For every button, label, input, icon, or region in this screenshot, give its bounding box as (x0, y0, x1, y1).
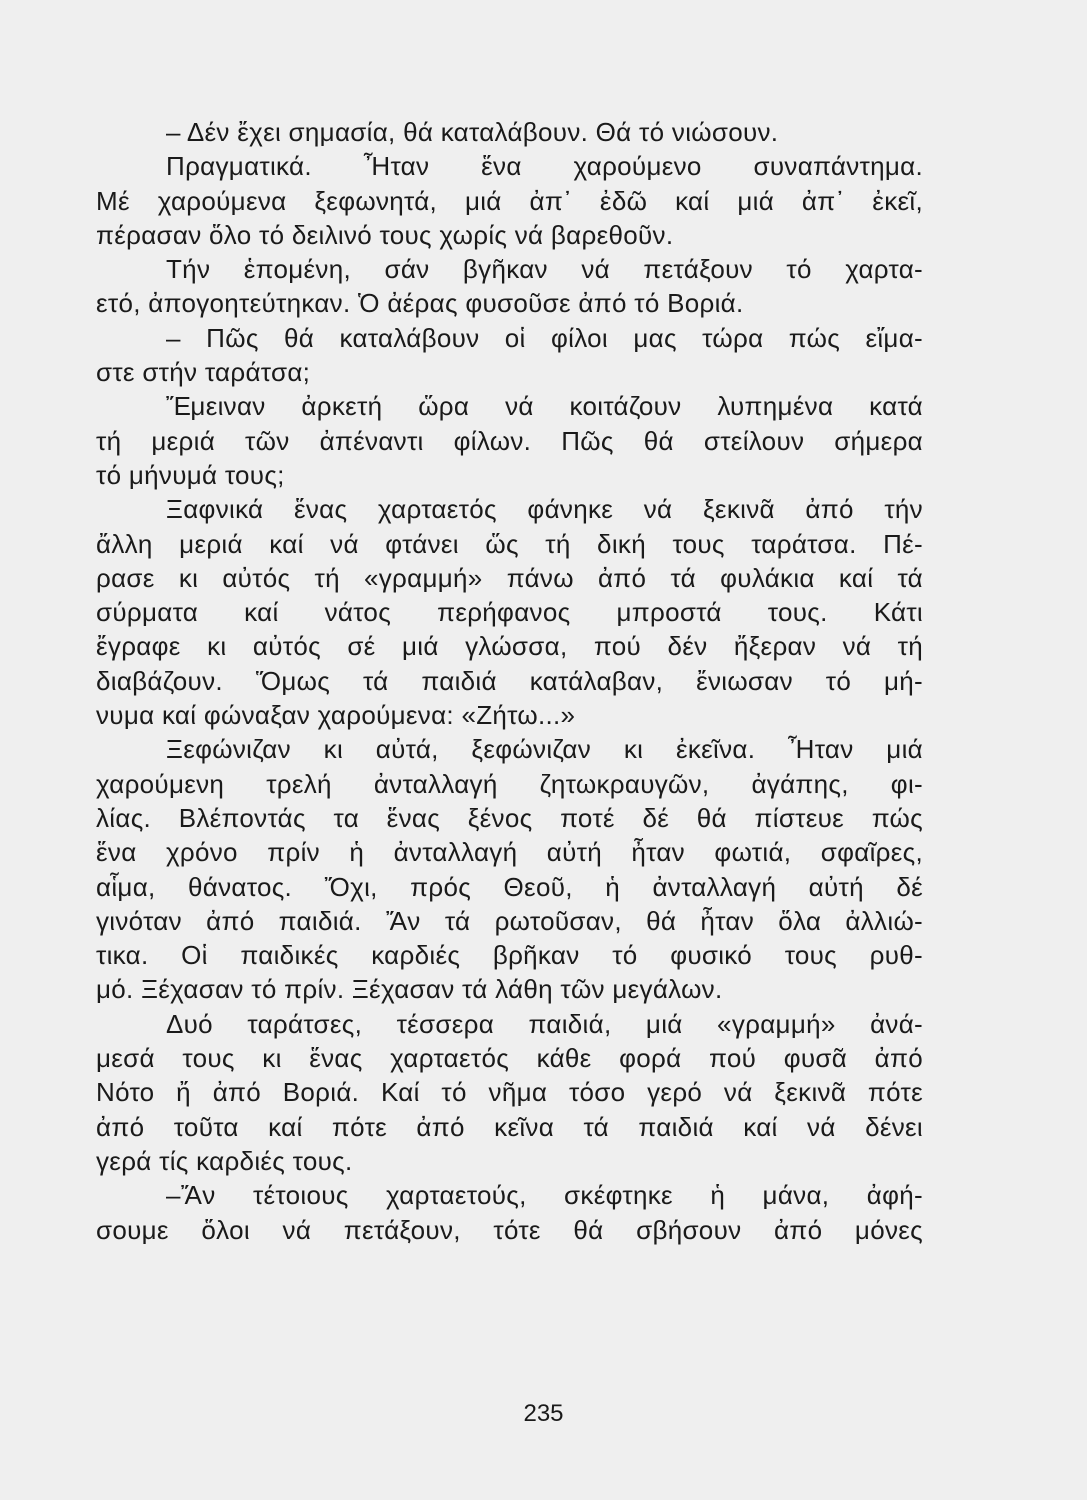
text-line: –Ἄν τέτοιους χαρταετούς, σκέφτηκε ἡ μάνα, ἀφή- (166, 1180, 923, 1211)
text-line: νυμα καί φώναξαν χαρούμενα: «Ζήτω...» (96, 700, 576, 731)
body-text (96, 115, 923, 1247)
text-line: μό. Ξέχασαν τό πρίν. Ξέχασαν τά λάθη τῶν μεγάλων. (96, 974, 723, 1005)
text-line: ἔγραφε κι αὐτός σέ μιά γλώσσα, πού δέν ἤξεραν νά τή (96, 631, 923, 662)
text-line: Ξεφώνιζαν κι αὐτά, ξεφώνιζαν κι ἐκεῖνα. Ἦταν μιά (166, 734, 923, 765)
text-line: χαρούμενη τρελή ἀνταλλαγή ζητωκραυγῶν, ἀγάπης, φι- (96, 768, 923, 799)
text-line: πέρασαν ὅλο τό δειλινό τους χωρίς νά βαρεθοῦν. (96, 219, 674, 250)
text-line: – Πῶς θά καταλάβουν οἱ φίλοι μας τώρα πώς εἴμα- (166, 322, 923, 353)
text-line: Δυό ταράτσες, τέσσερα παιδιά, μιά «γραμμή» ἀνά- (166, 1008, 923, 1039)
text-line: Νότο ἤ ἀπό Βοριά. Καί τό νῆμα τόσο γερό νά ξεκινᾶ πότε (96, 1077, 923, 1108)
text-line: Πραγματικά. Ἦταν ἕνα χαρούμενο συναπάντημα. (166, 151, 923, 182)
text-line: στε στήν ταράτσα; (96, 357, 311, 388)
text-line: γερά τίς καρδιές τους. (96, 1145, 353, 1176)
text-line: αἷμα, θάνατος. Ὄχι, πρός Θεοῦ, ἡ ἀνταλλαγή αὐτή δέ (96, 871, 923, 902)
text-line: ἕνα χρόνο πρίν ἡ ἀνταλλαγή αὐτή ἦταν φωτιά, σφαῖρες, (96, 837, 923, 868)
text-line: – Δέν ἔχει σημασία, θά καταλάβουν. Θά τό νιώσουν. (166, 117, 779, 147)
text-line: γινόταν ἀπό παιδιά. Ἄν τά ρωτοῦσαν, θά ἦταν ὅλα ἀλλιώ- (96, 905, 923, 936)
text-line: Μέ χαρούμενα ξεφωνητά, μιά ἀπ᾽ ἐδῶ καί μιά ἀπ᾽ ἐκεῖ, (96, 185, 923, 216)
page-number: 235 (523, 1400, 564, 1427)
text-line: ἀπό τοῦτα καί πότε ἀπό κεῖνα τά παιδιά καί νά δένει (96, 1111, 923, 1142)
text-line: λίας. Βλέποντάς τα ἕνας ξένος ποτέ δέ θά πίστευε πώς (96, 802, 923, 833)
text-line: Ξαφνικά ἕνας χαρταετός φάνηκε νά ξεκινᾶ ἀπό τήν (166, 494, 923, 525)
text-line: σύρματα καί νάτος περήφανος μπροστά τους. Κάτι (96, 597, 923, 628)
text-line: Ἔμειναν ἀρκετή ὥρα νά κοιτάζουν λυπημένα κατά (166, 391, 923, 422)
text-line: σουμε ὅλοι νά πετάξουν, τότε θά σβήσουν ἀπό μόνες (96, 1214, 923, 1245)
text-line: μεσά τους κι ἕνας χαρταετός κάθε φορά πού φυσᾶ ἀπό (96, 1043, 923, 1074)
text-line: ετό, ἀπογοητεύτηκαν. Ὁ ἀέρας φυσοῦσε ἀπό τό Βοριά. (96, 288, 744, 319)
text-line: ἄλλη μεριά καί νά φτάνει ὥς τή δική τους ταράτσα. Πέ- (96, 528, 923, 559)
text-line: Τήν ἑπομένη, σάν βγῆκαν νά πετάξουν τό χαρτα- (166, 254, 923, 285)
text-line: διαβάζουν. Ὅμως τά παιδιά κατάλαβαν, ἔνιωσαν τό μή- (96, 665, 923, 696)
text-line: ρασε κι αὐτός τή «γραμμή» πάνω ἀπό τά φυλάκια καί τά (96, 562, 923, 593)
text-line: τικα. Οἱ παιδικές καρδιές βρῆκαν τό φυσικό τους ρυθ- (96, 940, 923, 971)
text-line: τό μήνυμά τους; (96, 459, 285, 490)
text-line: τή μεριά τῶν ἀπέναντι φίλων. Πῶς θά στείλουν σήμερα (96, 425, 923, 456)
